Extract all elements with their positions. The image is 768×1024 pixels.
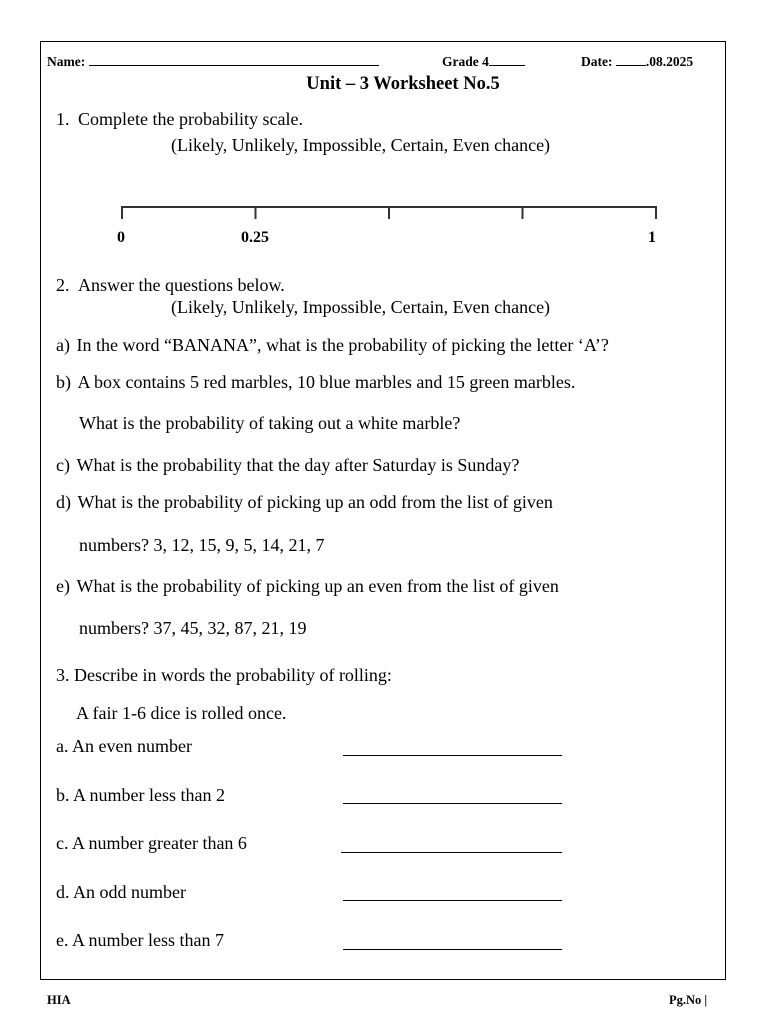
date-field [581, 51, 693, 70]
page-number: Pg.No | [669, 993, 708, 1007]
name-label: Name: [47, 54, 86, 69]
q2-text: Answer the questions below. [78, 275, 285, 295]
grade-field [442, 51, 525, 70]
q3-item-a: a. An even number [56, 736, 192, 756]
q2b-line2: What is the probability of taking out a white marble? [79, 413, 461, 433]
q2d [56, 492, 553, 513]
date-blank-line[interactable] [616, 51, 646, 66]
q2b-line1: A box contains 5 red marbles, 10 blue marbles and 15 green marbles. [77, 372, 576, 392]
q2-prompt [56, 275, 285, 296]
q2c-text: What is the probability that the day after Saturday is Sunday? [76, 455, 520, 475]
q1-prompt [56, 109, 303, 130]
q2e-marker: e) [56, 576, 70, 596]
grade-label: Grade 4 [442, 54, 489, 69]
q2-number: 2. [56, 275, 70, 295]
name-field [47, 51, 379, 70]
q1-options: (Likely, Unlikely, Impossible, Certain, Even chance) [171, 135, 551, 155]
q1-text: Complete the probability scale. [78, 109, 303, 129]
footer-left: HIA [47, 993, 71, 1007]
q2a-text: In the word “BANANA”, what is the probability of picking the letter ‘A’? [76, 335, 609, 355]
name-blank-line[interactable] [89, 51, 379, 66]
q3-item-b: b. A number less than 2 [56, 785, 225, 805]
q2e-line1: What is the probability of picking up an even from the list of given [76, 576, 559, 596]
q3-answer-line-c[interactable] [341, 852, 562, 853]
q2d-line1: What is the probability of picking up an odd from the list of given [77, 492, 553, 512]
q3-prompt: 3. Describe in words the probability of rolling: [56, 665, 392, 685]
q2a [56, 335, 609, 356]
q1-number: 1. [56, 109, 70, 129]
q2d-marker: d) [56, 492, 71, 512]
grade-blank-line[interactable] [489, 51, 525, 66]
q3-answer-line-b[interactable] [343, 803, 562, 804]
q3-context: A fair 1-6 dice is rolled once. [76, 703, 287, 723]
q3-item-c: c. A number greater than 6 [56, 833, 247, 853]
q2b [56, 372, 575, 393]
scale-label-0: 0 [117, 229, 125, 246]
date-suffix: .08.2025 [645, 54, 694, 69]
q2c [56, 455, 519, 476]
q3-answer-line-e[interactable] [343, 949, 562, 950]
q2e-line2: numbers? 37, 45, 32, 87, 21, 19 [79, 618, 307, 638]
q2c-marker: c) [56, 455, 70, 475]
q2b-marker: b) [56, 372, 71, 392]
q3-item-e: e. A number less than 7 [56, 930, 224, 950]
date-label: Date: [581, 54, 613, 69]
probability-scale [110, 200, 670, 230]
q2e [56, 576, 559, 597]
q3-item-d: d. An odd number [56, 882, 186, 902]
q3-answer-line-d[interactable] [343, 900, 562, 901]
q2d-line2: numbers? 3, 12, 15, 9, 5, 14, 21, 7 [79, 535, 325, 555]
worksheet-title: Unit – 3 Worksheet No.5 [306, 74, 500, 94]
q3-answer-line-a[interactable] [343, 755, 562, 756]
scale-label-1: 1 [648, 229, 656, 246]
q2a-marker: a) [56, 335, 70, 355]
q2-options: (Likely, Unlikely, Impossible, Certain, Even chance) [171, 297, 551, 317]
scale-label-025: 0.25 [241, 229, 269, 246]
